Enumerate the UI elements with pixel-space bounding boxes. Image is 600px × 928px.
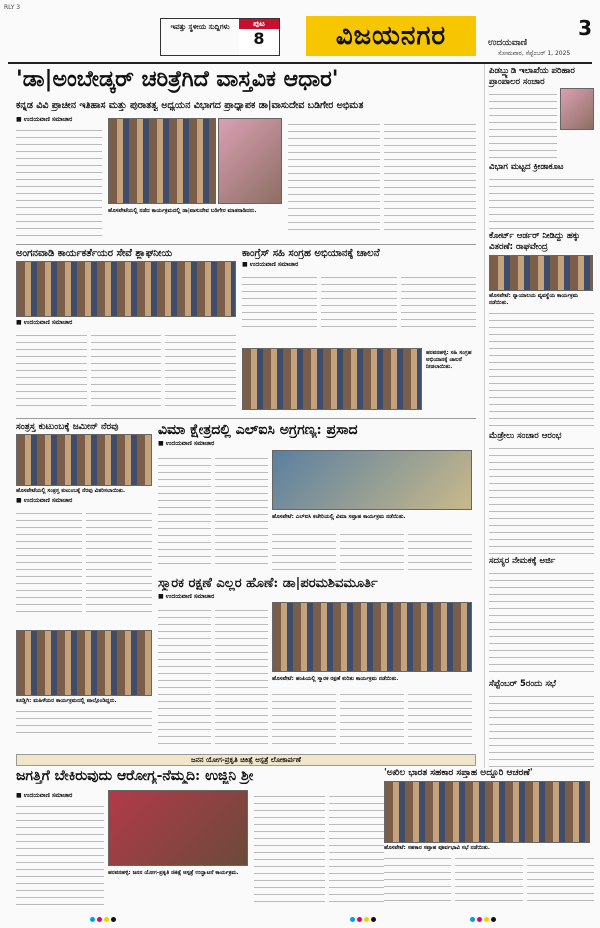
smaraka-caption: ಹೊಸಪೇಟೆ: ಹಂಪಿಯಲ್ಲಿ ಸ್ಮಾರಕ ರಕ್ಷಣೆ ಕುರಿತು ಕಾರ್ಯಕ್ರಮ ನಡೆಯಿತು. bbox=[272, 676, 399, 682]
vima-text-5 bbox=[408, 530, 472, 570]
right-headline-2[interactable]: ವಿಭಾಗ ಮಟ್ಟದ ಕ್ರೀಡಾಕೂಟ bbox=[489, 162, 564, 172]
santrasta-photo[interactable] bbox=[16, 434, 152, 486]
right-caption: ಹೊಸಪೇಟೆ: ನ್ಯಾಯಾಲಯ ವ್ಯವಸ್ಥೆಯ ಕಾರ್ಯಕ್ರಮ ನಡೆಯಿತು. bbox=[489, 293, 579, 306]
sahakara-text bbox=[384, 852, 594, 902]
lead-text-cols bbox=[288, 118, 476, 234]
vima-text-3 bbox=[272, 530, 336, 570]
smaraka-photo[interactable] bbox=[272, 602, 472, 672]
sahakara-text-1 bbox=[384, 854, 451, 902]
smaraka-text-2 bbox=[215, 606, 268, 746]
smaraka-text-left bbox=[158, 604, 268, 744]
sahakara-caption: ಹೊಸಪೇಟೆ: ಸಹಕಾರ ಸಪ್ತಾಹ ಪೂರ್ವಭಾವಿ ಸಭೆ ನಡೆಯಿತು. bbox=[384, 845, 491, 851]
right-headline-5[interactable]: ಸದಸ್ಯರ ನೇಮಕಕ್ಕೆ ಅರ್ಜಿ bbox=[489, 556, 556, 566]
kudligi-photo[interactable] bbox=[16, 630, 152, 696]
vima-text-left bbox=[158, 452, 268, 568]
congress-caption: ಹರಪನಹಳ್ಳಿ: ಸಹಿ ಸಂಗ್ರಹ ಅಭಿಯಾನಕ್ಕೆ ಚಾಲನೆ ನೀಡಲಾಯಿತು. bbox=[426, 350, 472, 370]
anganwadi-text bbox=[16, 329, 236, 412]
teaser-label: ಪುಟ bbox=[239, 19, 279, 29]
lead-text-2 bbox=[288, 120, 380, 236]
lead-headline[interactable]: 'ಡಾ|ಅಂಬೇಡ್ಕರ್ ಚರಿತ್ರೆಗಿದೆ ವಾಸ್ತವಿಕ ಆಧಾರ' bbox=[16, 66, 339, 92]
smaraka-text-3 bbox=[272, 690, 336, 746]
anganwadi-text-1 bbox=[16, 331, 87, 412]
vima-byline: ■ ಉದಯವಾಣಿ ಸಮಾಚಾರ bbox=[158, 440, 215, 447]
divider bbox=[16, 244, 476, 245]
lead-photo-2[interactable] bbox=[218, 118, 282, 204]
smaraka-text-5 bbox=[408, 690, 472, 746]
ujjini-text-left bbox=[16, 790, 104, 906]
anganwadi-text-3 bbox=[165, 331, 236, 412]
lead-subheadline: ಕನ್ನಡ ವಿವಿ ಪ್ರಾಚೀನ ಇತಿಹಾಸ ಮತ್ತು ಪುರಾತತ್ವ ಅಧ್ಯಯನ ವಿಭಾಗದ ಪ್ರಾಧ್ಯಾಪಕ ಡಾ|ವಾಸುದೇವ ಬಡಿಗೇರ ಅಭಿಮತ bbox=[16, 100, 364, 111]
anganwadi-text-2 bbox=[91, 331, 162, 412]
congress-text-1 bbox=[242, 273, 317, 331]
congress-text-2 bbox=[321, 273, 396, 331]
lead-byline: ■ ಉದಯವಾಣಿ ಸಮಾಚಾರ bbox=[16, 116, 73, 123]
right-text-3 bbox=[489, 309, 594, 429]
divider bbox=[16, 418, 476, 419]
right-portrait[interactable] bbox=[560, 88, 594, 130]
vima-photo[interactable] bbox=[272, 450, 472, 510]
lead-caption: ಹೊಸಪೇಟೆಯಲ್ಲಿ ನಡೆದ ಕಾರ್ಯಕ್ರಮದಲ್ಲಿ ಡಾ|ವಾಸುದೇವ ಬಡಿಗೇರ ಮಾತನಾಡಿದರು. bbox=[108, 208, 257, 214]
ujjini-caption: ಹರಪನಹಳ್ಳಿ: ಜನನ ಯೋಗ-ಪ್ರಕೃತಿ ಚಿಕಿತ್ಸೆ ಆಸ್ಪತ್ರೆ ಉದ್ಘಾಟನೆ ಕಾರ್ಯಕ್ರಮ. bbox=[108, 870, 239, 876]
vima-text-right bbox=[272, 528, 472, 568]
issue-date: ಸೋಮವಾರ, ಸೆಪ್ಟೆಂಬರ್ 1, 2025 bbox=[498, 50, 571, 57]
santrasta-caption: ಹೊಸಪೇಟೆಯಲ್ಲಿ ಸಂತ್ರಸ್ತ ಕುಟುಂಬಕ್ಕೆ ನೆರವು ವಿತರಿಸಲಾಯಿತು. bbox=[16, 488, 126, 494]
vima-caption: ಹೊಸಪೇಟೆ: ಎಲ್‌ಐಸಿ ಕಚೇರಿಯಲ್ಲಿ ವಿಮಾ ಸಪ್ತಾಹ ಕಾರ್ಯಕ್ರಮ ನಡೆಯಿತು. bbox=[272, 514, 406, 520]
sahakara-headline[interactable]: 'ಅಖಿಲ ಭಾರತ ಸಹಕಾರ ಸಪ್ತಾಹ ಅದ್ದೂರಿ ಆಚರಣೆ' bbox=[384, 768, 533, 778]
lead-photo-1[interactable] bbox=[108, 118, 216, 204]
right-headline-3[interactable]: ಕೋರ್ಟ್ ಆರ್ಡರ್ ನೀಡಿದ್ದು ಹಕ್ಕು ವಿತರಣೆ: ರಾಘವೇಂದ್ರ bbox=[489, 231, 581, 252]
santrasta-byline: ■ ಉದಯವಾಣಿ ಸಮಾಚಾರ bbox=[16, 497, 73, 504]
anganwadi-photo[interactable] bbox=[16, 261, 236, 317]
ujjini-text-1 bbox=[16, 802, 104, 906]
section-title: ವಿಜಯನಗರ bbox=[306, 16, 476, 56]
santrasta-story bbox=[16, 422, 152, 628]
santrasta-text-2 bbox=[86, 509, 152, 613]
congress-headline[interactable]: ಕಾಂಗ್ರೆಸ್ ಸಹಿ ಸಂಗ್ರಹ ಅಭಿಯಾನಕ್ಕೆ ಚಾಲನೆ bbox=[242, 248, 380, 259]
congress-byline: ■ ಉದಯವಾಣಿ ಸಮಾಚಾರ bbox=[242, 261, 299, 268]
smaraka-text-4 bbox=[340, 690, 404, 746]
kudligi-caption: ಕೂಡ್ಲಿಗಿ: ಮಹಿಳೆಯರ ಕಾರ್ಯಕ್ರಮದಲ್ಲಿ ಪಾಲ್ಗೊಂಡಿದ್ದರು. bbox=[16, 698, 117, 704]
print-registration-marks bbox=[90, 917, 116, 922]
right-headline-4[interactable]: ಮೆಡ್ರೇಲು ಸಂಚಾರ ಆರಂಭ bbox=[489, 431, 562, 441]
print-registration-marks bbox=[350, 917, 376, 922]
smaraka-text-right bbox=[272, 688, 472, 744]
lead-story bbox=[16, 114, 476, 238]
santrasta-headline[interactable]: ಸಂತ್ರಸ್ತ ಕುಟುಂಬಕ್ಕೆ ಜಮೀನ್ ನೆರವು bbox=[16, 422, 119, 432]
ujjini-headline[interactable]: ಜಗತ್ತಿಗೆ ಬೇಕಿರುವುದು ಆರೋಗ್ಯ-ನೆಮ್ಮದಿ: ಉಜ್ಜಿನಿ ಶ್ರೀ bbox=[16, 768, 254, 784]
sahakara-story bbox=[384, 768, 594, 908]
smaraka-story bbox=[158, 576, 476, 748]
smaraka-headline[interactable]: ಸ್ಮಾರಕ ರಕ್ಷಣೆ ಎಲ್ಲರ ಹೊಣೆ: ಡಾ|ಪರಮಶಿವಮೂರ್ತಿ bbox=[158, 576, 378, 591]
kudligi-text bbox=[16, 707, 152, 737]
brand-block bbox=[488, 16, 596, 56]
ujjini-text-2 bbox=[254, 792, 325, 908]
right-text-1 bbox=[489, 90, 557, 160]
ujjini-byline: ■ ಉದಯವಾಣಿ ಸಮಾಚಾರ bbox=[16, 792, 73, 799]
santrasta-text bbox=[16, 507, 152, 617]
right-headline-6[interactable]: ಸೆಪ್ಟೆಂಬರ್ 5ರಂದು ಸಭೆ bbox=[489, 679, 556, 689]
right-text-2 bbox=[489, 175, 594, 229]
anganwadi-headline[interactable]: ಅಂಗನವಾಡಿ ಕಾರ್ಯಕರ್ತೆಯರ ಸೇವೆ ಶ್ಲಾಘನೀಯ bbox=[16, 248, 173, 259]
sahakara-text-2 bbox=[455, 854, 522, 902]
smaraka-byline: ■ ಉದಯವಾಣಿ ಸಮಾಚಾರ bbox=[158, 593, 215, 600]
masthead bbox=[0, 12, 600, 60]
teaser-box[interactable] bbox=[160, 18, 280, 56]
right-text-4 bbox=[489, 444, 594, 554]
congress-text bbox=[242, 271, 476, 331]
vima-headline[interactable]: ವಿಮಾ ಕ್ಷೇತ್ರದಲ್ಲಿ ಎಲ್‌ಐಸಿ ಅಗ್ರಗಣ್ಯ: ಪ್ರಸಾದ bbox=[158, 422, 358, 438]
anganwadi-byline: ■ ಉದಯವಾಣಿ ಸಮಾಚಾರ bbox=[16, 319, 73, 326]
lead-text-3 bbox=[384, 120, 476, 236]
sahakara-photo[interactable] bbox=[384, 781, 590, 843]
congress-story bbox=[242, 248, 476, 412]
corner-code: RLY 3 bbox=[4, 4, 21, 11]
right-photo[interactable] bbox=[489, 255, 593, 291]
newspaper-name: ಉದಯವಾಣಿ bbox=[488, 38, 528, 48]
yoga-strap: ಜನನ ಯೋಗ-ಪ್ರಕೃತಿ ಚಿಕಿತ್ಸೆ ಆಸ್ಪತ್ರೆ ಲೋಕಾರ್ಪಣೆ bbox=[16, 754, 476, 766]
kudligi-block bbox=[16, 630, 152, 748]
ujjini-photo[interactable] bbox=[108, 790, 248, 866]
teaser-text: ಇವತ್ತು ಸ್ಥಳೀಯ ಸುದ್ದಿಗಳು bbox=[170, 23, 230, 31]
vima-text-1 bbox=[158, 454, 211, 570]
lead-text-1 bbox=[16, 126, 102, 236]
right-headline-1[interactable]: ಪಿಡಬ್ಲ್ಯುಡಿ ಇಲಾಖೆಯ ಪರಿಹಾರ ಪ್ರಾಂಪಾಲರ ಸಂಚಾರ bbox=[489, 66, 575, 87]
congress-photo[interactable] bbox=[242, 348, 422, 410]
santrasta-text-1 bbox=[16, 509, 82, 613]
teaser-page bbox=[239, 19, 279, 55]
congress-text-3 bbox=[401, 273, 476, 331]
teaser-page-number: 8 bbox=[253, 29, 265, 48]
smaraka-text-1 bbox=[158, 606, 211, 746]
print-registration-marks bbox=[470, 917, 496, 922]
vima-text-2 bbox=[215, 454, 268, 570]
right-text-5 bbox=[489, 569, 594, 677]
sahakara-text-3 bbox=[527, 854, 594, 902]
vima-text-4 bbox=[340, 530, 404, 570]
anganwadi-story bbox=[16, 248, 236, 412]
page-number: 3 bbox=[578, 16, 592, 40]
vima-story bbox=[158, 422, 476, 572]
